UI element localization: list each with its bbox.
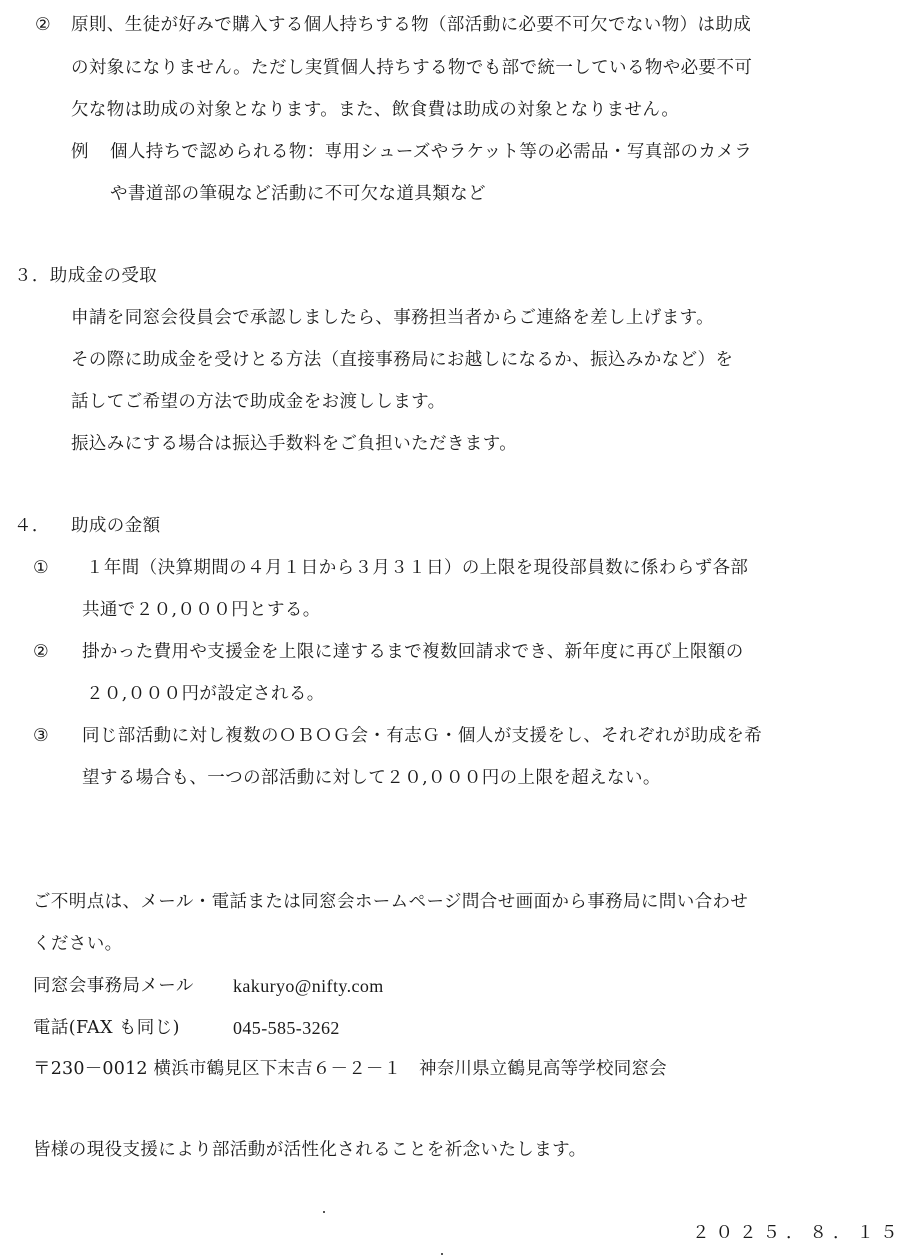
paragraph-line: や書道部の筆硯など活動に不可欠な道具類など — [110, 184, 486, 204]
paragraph-line: ２０,０００円が設定される。 — [86, 684, 325, 704]
paragraph-line: 個人持ちで認められる物：専用シューズやラケット等の必需品・写真部のカメラ — [110, 142, 753, 162]
phone-label: 電話(FAX も同じ) — [33, 1018, 180, 1038]
item-2-marker: ② — [35, 15, 52, 35]
contact-intro: ください。 — [33, 934, 123, 954]
phone-number: 045-585-3262 — [233, 1018, 340, 1038]
document-date: ２０２５．８．１５ — [692, 1223, 904, 1243]
stray-mark — [441, 1253, 443, 1255]
section-4-heading: 助成の金額 — [71, 516, 161, 536]
paragraph-line: その際に助成金を受けとる方法（直接事務局にお越しになるか、振込みかなど）を — [71, 350, 734, 370]
closing-text: 皆様の現役支援により部活動が活性化されることを祈念いたします。 — [33, 1140, 587, 1160]
stray-mark — [323, 1211, 325, 1213]
paragraph-line: 掛かった費用や支援金を上限に達するまで複数回請求でき、新年度に再び上限額の — [82, 642, 744, 662]
item-2-marker: ② — [33, 642, 50, 662]
paragraph-line: 申請を同窓会役員会で承認しましたら、事務担当者からご連絡を差し上げます。 — [71, 308, 714, 328]
paragraph-line: 欠な物は助成の対象となります。また、飲食費は助成の対象となりません。 — [71, 100, 680, 120]
paragraph-line: 同じ部活動に対し複数のＯＢＯＧ会・有志Ｇ・個人が支援をし、それぞれが助成を希 — [82, 726, 763, 746]
paragraph-line: 話してご希望の方法で助成金をお渡しします。 — [71, 392, 446, 412]
section-3-heading: ３．助成金の受取 — [14, 266, 158, 286]
section-4-heading-number: ４． — [14, 516, 50, 536]
email-address: kakuryo@nifty.com — [233, 976, 384, 996]
paragraph-line: の対象になりません。ただし実質個人持ちする物でも部で統一している物や必要不可 — [71, 58, 753, 78]
email-label: 同窓会事務局メール — [33, 976, 194, 996]
postal-address: 〒230－0012 横浜市鶴見区下末吉６－２－１ 神奈川県立鶴見高等学校同窓会 — [33, 1059, 667, 1079]
paragraph-line: 共通で２０,０００円とする。 — [82, 600, 321, 620]
paragraph-line: 望する場合も、一つの部活動に対して２０,０００円の上限を超えない。 — [82, 768, 661, 788]
paragraph-line: 振込みにする場合は振込手数料をご負担いただきます。 — [71, 434, 518, 454]
item-1-marker: ① — [33, 558, 50, 578]
item-3-marker: ③ — [33, 726, 50, 746]
paragraph-line: １年間（決算期間の４月１日から３月３１日）の上限を現役部員数に係わらず各部 — [86, 558, 749, 578]
paragraph-line: 原則、生徒が好みで購入する個人持ちする物（部活動に必要不可欠でない物）は助成 — [71, 15, 752, 35]
contact-intro: ご不明点は、メール・電話または同窓会ホームページ問合せ画面から事務局に問い合わせ — [33, 892, 749, 912]
example-marker: 例 — [71, 142, 89, 162]
